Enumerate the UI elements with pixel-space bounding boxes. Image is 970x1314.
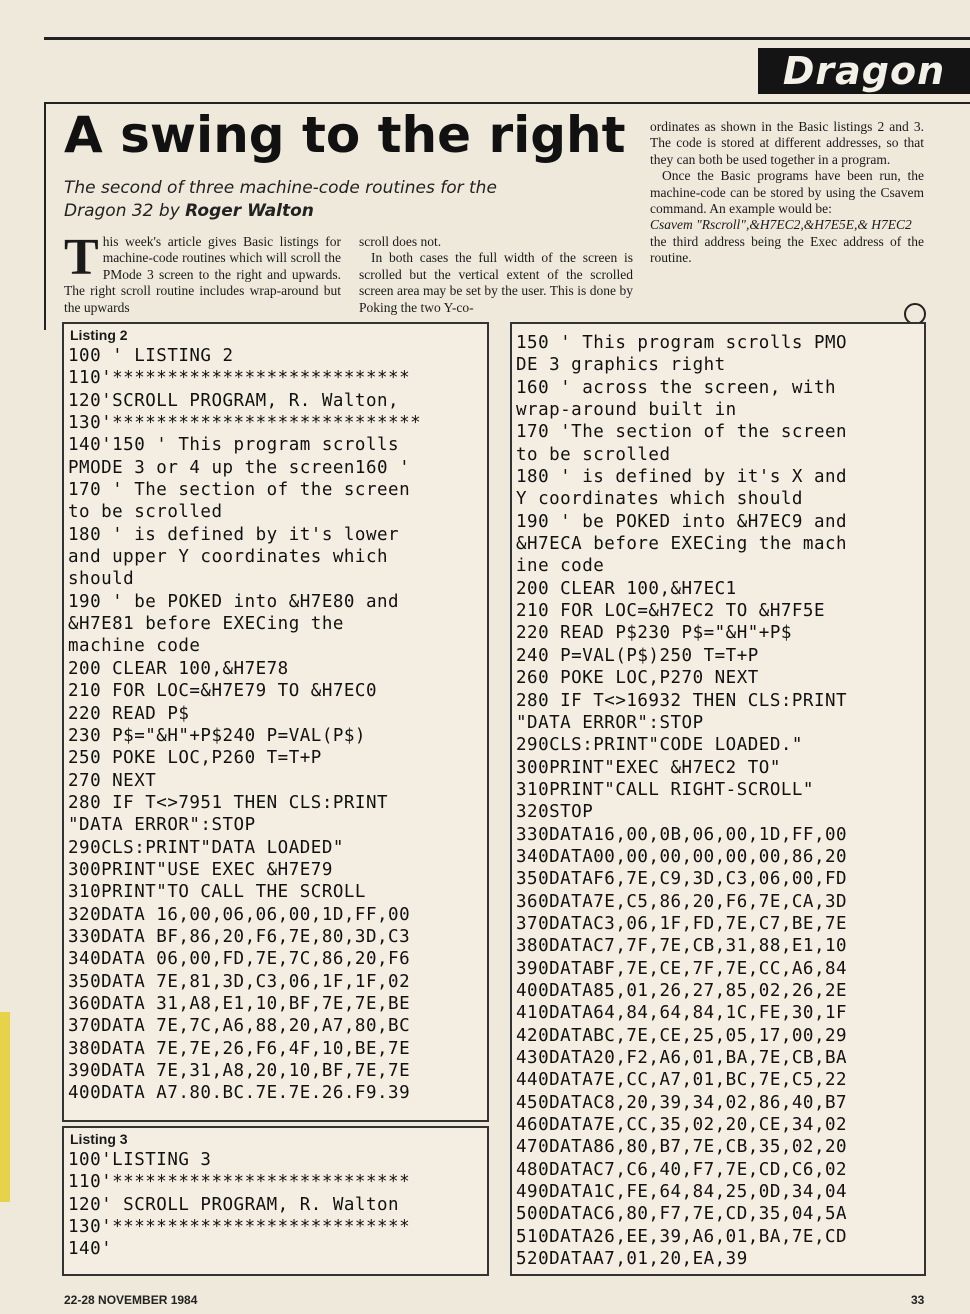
listing-3-continued-code: 150 ' This program scrolls PMO DE 3 graphics right 160 ' across the screen, with wrap-around built in 170 'The section of the screen to be scrolled 180 ' is defined by it's X and Y coordinates which should 190 ' be POKED into &H7EC9 and &H7ECA before EXECing the mach ine code 200 CLEAR 100,&H7EC1 210 FOR LOC=&H7EC2 TO &H7F5E 220 READ P$230 P$="&H"+P$ 240 P=VAL(P$)250 T=T+P 260 POKE LOC,P270 NEXT 280 IF T<>16932 THEN CLS:PRINT "DATA ERROR":STOP 290CLS:PRINT"CODE LOADED." 300PRINT"EXEC &H7EC2 TO" 310PRINT"CALL RIGHT-SCROLL" 320STOP 330DATA16,00,0B,06,00,1D,FF,00 340DATA00,00,00,00,00,00,86,20 350DATAF6,7E,C9,3D,C3,06,00,FD 360DATA7E,C5,86,20,F6,7E,CA,3D 370DATAC3,06,1F,FD,7E,C7,BE,7E 380DATAC7,7F,7E,CB,31,88,E1,10 390DATABF,7E,CE,7F,7E,CC,A6,84 400DATA85,01,26,27,85,02,26,2E 410DATA64,84,64,84,1C,FE,30,1F 420DATABC,7E,CE,25,05,17,00,29 430DATA20,F2,A6,01,BA,7E,CB,BA 440DATA7E,CC,A7,01,BC,7E,C5,22 450DATAC8,20,39,34,02,86,40,B7 460DATA7E,CC,35,02,20,CE,34,02 470DATA86,80,B7,7E,CB,35,02,20 480DATAC7,C6,40,F7,7E,CD,C6,02 490DATA1C,FE,64,84,25,0D,34,04 500DATAC6,80,F7,7E,CD,35,04,5A 510DATA26,EE,39,A6,01,BA,7E,CD 520DATAA7,01,20,EA,39 (516, 333, 848, 1270)
page-edge-marker (0, 1012, 10, 1202)
headline: A swing to the right (64, 106, 626, 164)
page-number: 33 (911, 1293, 925, 1307)
paragraph: In both cases the full width of the screen is scrolled but the vertical extent of the scrolled screen area may be set by the user. This is done by Poking the two Y-co- (359, 250, 633, 315)
listing-2-label: Listing 2 (70, 327, 128, 343)
top-rule (44, 37, 970, 40)
subtitle-text: The second of three machine-code routines for the Dragon 32 by (64, 178, 497, 221)
paragraph: his week's article gives Basic listings for machine-code routines which will scroll the PMode 3 screen to the right and upwards. The right scroll routine includes wrap-around but the upwards (64, 234, 341, 315)
listing-2-code: 100 ' LISTING 2 110'*************************** 120'SCROLL PROGRAM, R. Walton, 130'**************************** 140'150 ' This program scrolls PMODE 3 or 4 up the screen160 ' 170 ' The section of the screen to be scrolled 180 ' is defined by it's lower and upper Y coordinates which should 190 ' be POKED into &H7E80 and &H7E81 before EXECing the machine code 200 CLEAR 100,&H7E78 210 FOR LOC=&H7E79 TO &H7EC0 220 READ P$ 230 P$="&H"+P$240 P=VAL(P$) 250 POKE LOC,P260 T=T+P 270 NEXT 280 IF T<>7951 THEN CLS:PRINT "DATA ERROR":STOP 290CLS:PRINT"DATA LOADED" 300PRINT"USE EXEC &H7E79 310PRINT"TO CALL THE SCROLL 320DATA 16,00,06,06,00,1D,FF,00 330DATA BF,86,20,F6,7E,80,3D,C3 340DATA 06,00,FD,7E,7C,86,20,F6 350DATA 7E,81,3D,C3,06,1F,1F,02 360DATA 31,A8,E1,10,BF,7E,7E,BE 370DATA 7E,7C,A6,88,20,A7,80,BC 380DATA 7E,7E,26,F6,4F,10,BE,7E 390DATA 7E,31,A8,20,10,BF,7E,7E 400DATA A7.80.BC.7E.7E.26.F9.39 (68, 346, 422, 1104)
listing-3-label: Listing 3 (70, 1131, 128, 1147)
paragraph: ordinates as shown in the Basic listings 2 and 3. The code is stored at different addresses, so that they can both be used together in a program. (650, 119, 924, 167)
listing-2-box (62, 322, 489, 1122)
body-column-1 (64, 229, 341, 316)
body-column-2 (359, 234, 633, 316)
listing-3-code: 100'LISTING 3 110'*************************** 120' SCROLL PROGRAM, R. Walton 130'*************************** 140' (68, 1150, 411, 1260)
left-rule (44, 102, 46, 330)
listing-3-continued-box (510, 322, 926, 1276)
author-name: Roger Walton (185, 201, 314, 221)
paragraph: Once the Basic programs have been run, the machine-code can be stored by using the Csavem command. An example would be: (650, 168, 924, 217)
footer-date: 22-28 NOVEMBER 1984 (64, 1293, 198, 1307)
drop-cap: T (64, 229, 99, 286)
paragraph: the third address being the Exec address of the routine. (650, 233, 924, 266)
headline-rule (44, 102, 970, 104)
section-badge: Dragon (758, 48, 970, 94)
csavem-example: Csavem "Rscroll",&H7EC2,&H7E5E,& H7EC2 (650, 217, 912, 233)
subtitle (64, 177, 524, 223)
listing-3-box (62, 1126, 489, 1276)
body-column-3 (650, 119, 924, 267)
paragraph: scroll does not. (359, 234, 442, 249)
